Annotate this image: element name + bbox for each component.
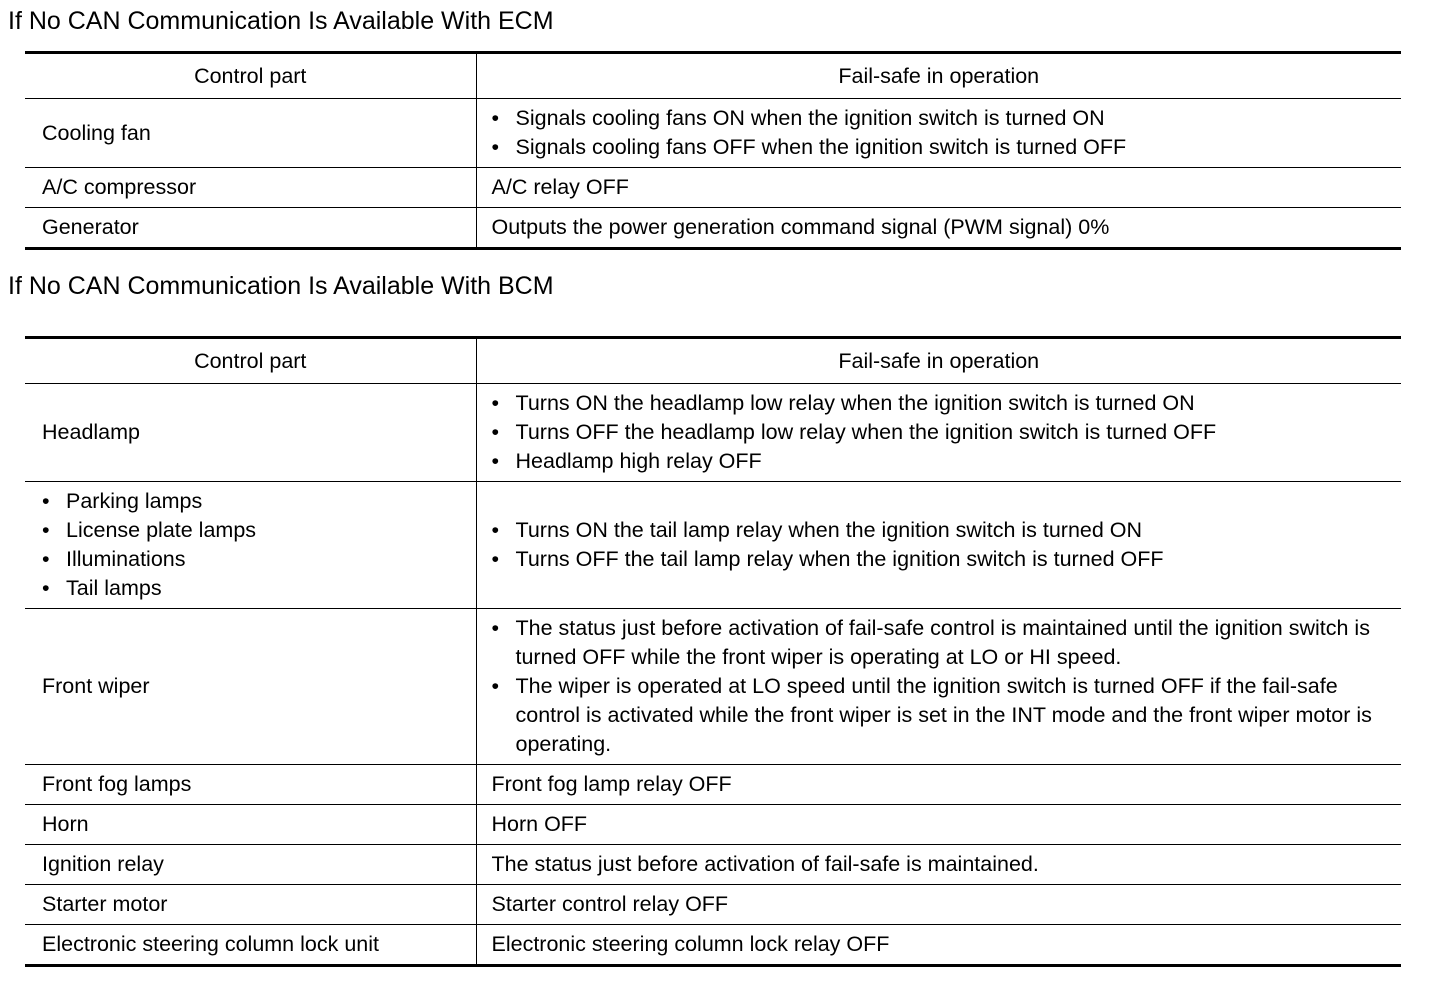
control-part-text: Horn — [42, 812, 89, 836]
ecm-section-title: If No CAN Communication Is Available With ECM — [8, 7, 554, 35]
failsafe-cell — [476, 482, 1401, 609]
failsafe-cell — [476, 384, 1401, 482]
bullet-item: • Turns OFF the headlamp low relay when the ignition switch is turned OFF — [492, 418, 1390, 447]
failsafe-text: Outputs the power generation command signal (PWM signal) 0% — [491, 215, 1110, 239]
table-row — [25, 885, 1401, 925]
table-row — [25, 765, 1401, 805]
failsafe-text: The status just before activation of fail-safe is maintained. — [491, 852, 1039, 876]
bullet-item: • The wiper is operated at LO speed until the ignition switch is turned OFF if the fail-safe control is activated while the front wiper is set in the INT mode and the front wiper motor is operating. — [492, 672, 1390, 759]
control-part-cell — [25, 99, 476, 168]
failsafe-header: Fail-safe in operation — [476, 338, 1401, 384]
table-row — [25, 482, 1401, 609]
control-part-text: A/C compressor — [42, 175, 197, 199]
table-header-row — [25, 338, 1401, 384]
control-part-text: Starter motor — [42, 892, 168, 916]
failsafe-cell — [476, 609, 1401, 765]
table-row — [25, 168, 1401, 208]
control-part-text: Generator — [42, 215, 139, 239]
failsafe-cell — [476, 168, 1401, 208]
table-row — [25, 805, 1401, 845]
failsafe-text: Starter control relay OFF — [491, 892, 729, 916]
failsafe-text: Front fog lamp relay OFF — [491, 772, 732, 796]
failsafe-list — [492, 516, 1390, 574]
failsafe-list — [492, 389, 1390, 476]
table-row — [25, 99, 1401, 168]
control-part-text: Headlamp — [42, 420, 140, 444]
failsafe-text: Horn OFF — [491, 812, 588, 836]
control-part-text: Cooling fan — [42, 120, 151, 145]
failsafe-cell — [476, 805, 1401, 845]
bullet-item: • Headlamp high relay OFF — [492, 447, 1390, 476]
failsafe-list — [492, 104, 1390, 162]
table-row — [25, 845, 1401, 885]
table-row — [25, 208, 1401, 249]
failsafe-text: A/C relay OFF — [491, 175, 629, 199]
control-part-text: Front fog lamps — [42, 772, 192, 796]
failsafe-cell — [476, 845, 1401, 885]
failsafe-cell — [476, 885, 1401, 925]
control-part-cell — [25, 805, 476, 845]
table-row — [25, 925, 1401, 966]
bullet-item: • License plate lamps — [42, 516, 464, 545]
failsafe-text: Electronic steering column lock relay OFF — [491, 932, 890, 956]
control-part-cell — [25, 482, 476, 609]
control-part-text: Electronic steering column lock unit — [42, 932, 379, 956]
failsafe-list — [492, 614, 1390, 759]
bullet-item: • Turns ON the tail lamp relay when the ignition switch is turned ON — [492, 516, 1390, 545]
control-part-cell — [25, 925, 476, 966]
failsafe-cell — [476, 99, 1401, 168]
control-part-text: Ignition relay — [42, 852, 164, 876]
bullet-item: • Illuminations — [42, 545, 464, 574]
ecm-failsafe-table — [25, 51, 1401, 250]
table-header-row — [25, 53, 1401, 99]
failsafe-header: Fail-safe in operation — [476, 53, 1401, 99]
bullet-item: • Signals cooling fans ON when the ignition switch is turned ON — [492, 104, 1390, 133]
bcm-section-title: If No CAN Communication Is Available With BCM — [8, 272, 554, 300]
bullet-item: • Turns ON the headlamp low relay when the ignition switch is turned ON — [492, 389, 1390, 418]
bcm-failsafe-table — [25, 336, 1401, 967]
control-part-cell — [25, 384, 476, 482]
table-row — [25, 384, 1401, 482]
control-part-text: Front wiper — [42, 674, 150, 698]
control-part-cell — [25, 168, 476, 208]
failsafe-cell — [476, 208, 1401, 249]
control-part-header: Control part — [25, 338, 476, 384]
bullet-item: • Parking lamps — [42, 487, 464, 516]
control-part-list — [42, 487, 464, 603]
bullet-item: • Turns OFF the tail lamp relay when the ignition switch is turned OFF — [492, 545, 1390, 574]
failsafe-cell — [476, 765, 1401, 805]
control-part-cell — [25, 845, 476, 885]
bullet-item: • Tail lamps — [42, 574, 464, 603]
table-row — [25, 609, 1401, 765]
control-part-cell — [25, 609, 476, 765]
bullet-item: • Signals cooling fans OFF when the ignition switch is turned OFF — [492, 133, 1390, 162]
control-part-cell — [25, 208, 476, 249]
control-part-cell — [25, 765, 476, 805]
control-part-header: Control part — [25, 53, 476, 99]
failsafe-cell — [476, 925, 1401, 966]
control-part-cell — [25, 885, 476, 925]
bullet-item: • The status just before activation of fail-safe control is maintained until the ignition switch is turned OFF while the front wiper is operating at LO or HI speed. — [492, 614, 1390, 672]
